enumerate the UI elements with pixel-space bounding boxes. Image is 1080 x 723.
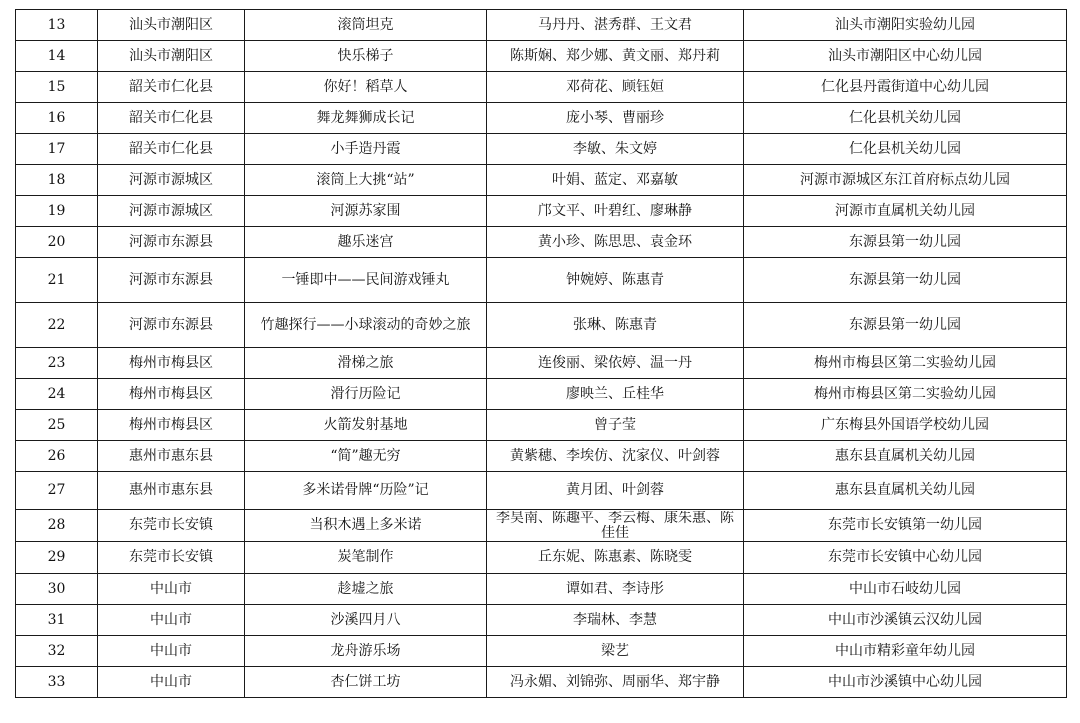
school-cell: 东源县第一幼儿园	[744, 303, 1067, 348]
teachers-cell: 庞小琴、曹丽珍	[487, 103, 744, 134]
school-cell: 梅州市梅县区第二实验幼儿园	[744, 348, 1067, 379]
teachers-cell: 邓荷花、顾钰姮	[487, 72, 744, 103]
teachers-cell: 黄紫穗、李埃仿、沈家仪、叶剑蓉	[487, 441, 744, 472]
project-title-cell: 一锤即中——民间游戏锤丸	[245, 258, 487, 303]
region-cell: 中山市	[98, 636, 245, 667]
table-row	[16, 472, 1067, 510]
project-title-cell: 火箭发射基地	[245, 410, 487, 441]
region-cell: 梅州市梅县区	[98, 379, 245, 410]
table-row	[16, 636, 1067, 667]
row-number: 31	[16, 605, 98, 636]
teachers-cell: 叶娟、蓝定、邓嘉敏	[487, 165, 744, 196]
school-cell: 梅州市梅县区第二实验幼儿园	[744, 379, 1067, 410]
region-cell: 惠州市惠东县	[98, 472, 245, 510]
row-number: 26	[16, 441, 98, 472]
table-row	[16, 41, 1067, 72]
school-cell: 中山市精彩童年幼儿园	[744, 636, 1067, 667]
school-cell: 汕头市潮阳区中心幼儿园	[744, 41, 1067, 72]
region-cell: 河源市东源县	[98, 303, 245, 348]
table-row	[16, 134, 1067, 165]
table-row	[16, 165, 1067, 196]
region-cell: 汕头市潮阳区	[98, 10, 245, 41]
table-row	[16, 258, 1067, 303]
school-cell: 惠东县直属机关幼儿园	[744, 472, 1067, 510]
table-row	[16, 72, 1067, 103]
table-row	[16, 227, 1067, 258]
row-number: 19	[16, 196, 98, 227]
region-cell: 中山市	[98, 574, 245, 605]
school-cell: 惠东县直属机关幼儿园	[744, 441, 1067, 472]
row-number: 30	[16, 574, 98, 605]
teachers-cell: 冯永媚、刘锦弥、周丽华、郑宇静	[487, 667, 744, 698]
school-cell: 东莞市长安镇中心幼儿园	[744, 542, 1067, 574]
table-row	[16, 510, 1067, 542]
teachers-cell: 张琳、陈惠青	[487, 303, 744, 348]
teachers-cell: 黄月团、叶剑蓉	[487, 472, 744, 510]
project-title-cell: 多米诺骨牌“历险”记	[245, 472, 487, 510]
table-row	[16, 605, 1067, 636]
project-title-cell: 当积木遇上多米诺	[245, 510, 487, 542]
region-cell: 河源市源城区	[98, 196, 245, 227]
row-number: 15	[16, 72, 98, 103]
award-table	[15, 9, 1067, 698]
project-title-cell: 你好！稻草人	[245, 72, 487, 103]
table-row	[16, 542, 1067, 574]
row-number: 28	[16, 510, 98, 542]
region-cell: 韶关市仁化县	[98, 103, 245, 134]
table-row	[16, 103, 1067, 134]
school-cell: 广东梅县外国语学校幼儿园	[744, 410, 1067, 441]
project-title-cell: 河源苏家围	[245, 196, 487, 227]
school-cell: 汕头市潮阳实验幼儿园	[744, 10, 1067, 41]
region-cell: 汕头市潮阳区	[98, 41, 245, 72]
table-row	[16, 379, 1067, 410]
teachers-cell: 连俊丽、梁依婷、温一丹	[487, 348, 744, 379]
project-title-cell: 沙溪四月八	[245, 605, 487, 636]
region-cell: 梅州市梅县区	[98, 348, 245, 379]
school-cell: 东源县第一幼儿园	[744, 227, 1067, 258]
award-table-body	[16, 10, 1067, 698]
project-title-cell: 趣乐迷宫	[245, 227, 487, 258]
project-title-cell: 竹趣探行——小球滚动的奇妙之旅	[245, 303, 487, 348]
school-cell: 河源市源城区东江首府标点幼儿园	[744, 165, 1067, 196]
teachers-cell: 陈斯娴、郑少娜、黄文丽、郑丹莉	[487, 41, 744, 72]
school-cell: 东源县第一幼儿园	[744, 258, 1067, 303]
region-cell: 中山市	[98, 605, 245, 636]
teachers-cell: 李敏、朱文婷	[487, 134, 744, 165]
table-row	[16, 441, 1067, 472]
row-number: 32	[16, 636, 98, 667]
project-title-cell: 快乐梯子	[245, 41, 487, 72]
row-number: 14	[16, 41, 98, 72]
school-cell: 仁化县机关幼儿园	[744, 134, 1067, 165]
project-title-cell: 小手造丹霞	[245, 134, 487, 165]
region-cell: 梅州市梅县区	[98, 410, 245, 441]
row-number: 23	[16, 348, 98, 379]
table-row	[16, 196, 1067, 227]
project-title-cell: 滑梯之旅	[245, 348, 487, 379]
region-cell: 中山市	[98, 667, 245, 698]
project-title-cell: 杏仁饼工坊	[245, 667, 487, 698]
row-number: 20	[16, 227, 98, 258]
teachers-cell: 李瑞林、李慧	[487, 605, 744, 636]
region-cell: 河源市源城区	[98, 165, 245, 196]
region-cell: 东莞市长安镇	[98, 542, 245, 574]
project-title-cell: 滑行历险记	[245, 379, 487, 410]
row-number: 21	[16, 258, 98, 303]
project-title-cell: 龙舟游乐场	[245, 636, 487, 667]
teachers-text: 李昊南、陈趣平、李云梅、康朱惠、陈佳佳	[496, 510, 734, 541]
teachers-cell: 梁艺	[487, 636, 744, 667]
row-number: 29	[16, 542, 98, 574]
teachers-cell: 廖映兰、丘桂华	[487, 379, 744, 410]
project-title-cell: 滚筒坦克	[245, 10, 487, 41]
teachers-cell: 邝文平、叶碧红、廖琳静	[487, 196, 744, 227]
teachers-cell	[487, 510, 744, 542]
teachers-cell: 曾子莹	[487, 410, 744, 441]
table-row	[16, 303, 1067, 348]
teachers-cell: 丘东妮、陈惠素、陈晓雯	[487, 542, 744, 574]
school-cell: 东莞市长安镇第一幼儿园	[744, 510, 1067, 542]
region-cell: 韶关市仁化县	[98, 134, 245, 165]
region-cell: 河源市东源县	[98, 258, 245, 303]
table-row	[16, 10, 1067, 41]
school-cell: 中山市沙溪镇云汉幼儿园	[744, 605, 1067, 636]
row-number: 18	[16, 165, 98, 196]
teachers-cell: 黄小珍、陈思思、袁金环	[487, 227, 744, 258]
teachers-cell: 马丹丹、湛秀群、王文君	[487, 10, 744, 41]
row-number: 16	[16, 103, 98, 134]
row-number: 27	[16, 472, 98, 510]
table-row	[16, 410, 1067, 441]
row-number: 33	[16, 667, 98, 698]
region-cell: 河源市东源县	[98, 227, 245, 258]
school-cell: 仁化县机关幼儿园	[744, 103, 1067, 134]
table-row	[16, 348, 1067, 379]
row-number: 13	[16, 10, 98, 41]
school-cell: 河源市直属机关幼儿园	[744, 196, 1067, 227]
region-cell: 惠州市惠东县	[98, 441, 245, 472]
project-title-cell: 趁墟之旅	[245, 574, 487, 605]
project-title-cell: 滚筒上大挑“站”	[245, 165, 487, 196]
project-title-cell: “简”趣无穷	[245, 441, 487, 472]
project-title-cell: 炭笔制作	[245, 542, 487, 574]
row-number: 24	[16, 379, 98, 410]
region-cell: 韶关市仁化县	[98, 72, 245, 103]
teachers-cell: 谭如君、李诗彤	[487, 574, 744, 605]
project-title-cell: 舞龙舞狮成长记	[245, 103, 487, 134]
school-cell: 仁化县丹霞街道中心幼儿园	[744, 72, 1067, 103]
school-cell: 中山市石岐幼儿园	[744, 574, 1067, 605]
table-row	[16, 667, 1067, 698]
region-cell: 东莞市长安镇	[98, 510, 245, 542]
school-cell: 中山市沙溪镇中心幼儿园	[744, 667, 1067, 698]
table-row	[16, 574, 1067, 605]
row-number: 25	[16, 410, 98, 441]
teachers-cell: 钟婉婷、陈惠青	[487, 258, 744, 303]
row-number: 17	[16, 134, 98, 165]
row-number: 22	[16, 303, 98, 348]
